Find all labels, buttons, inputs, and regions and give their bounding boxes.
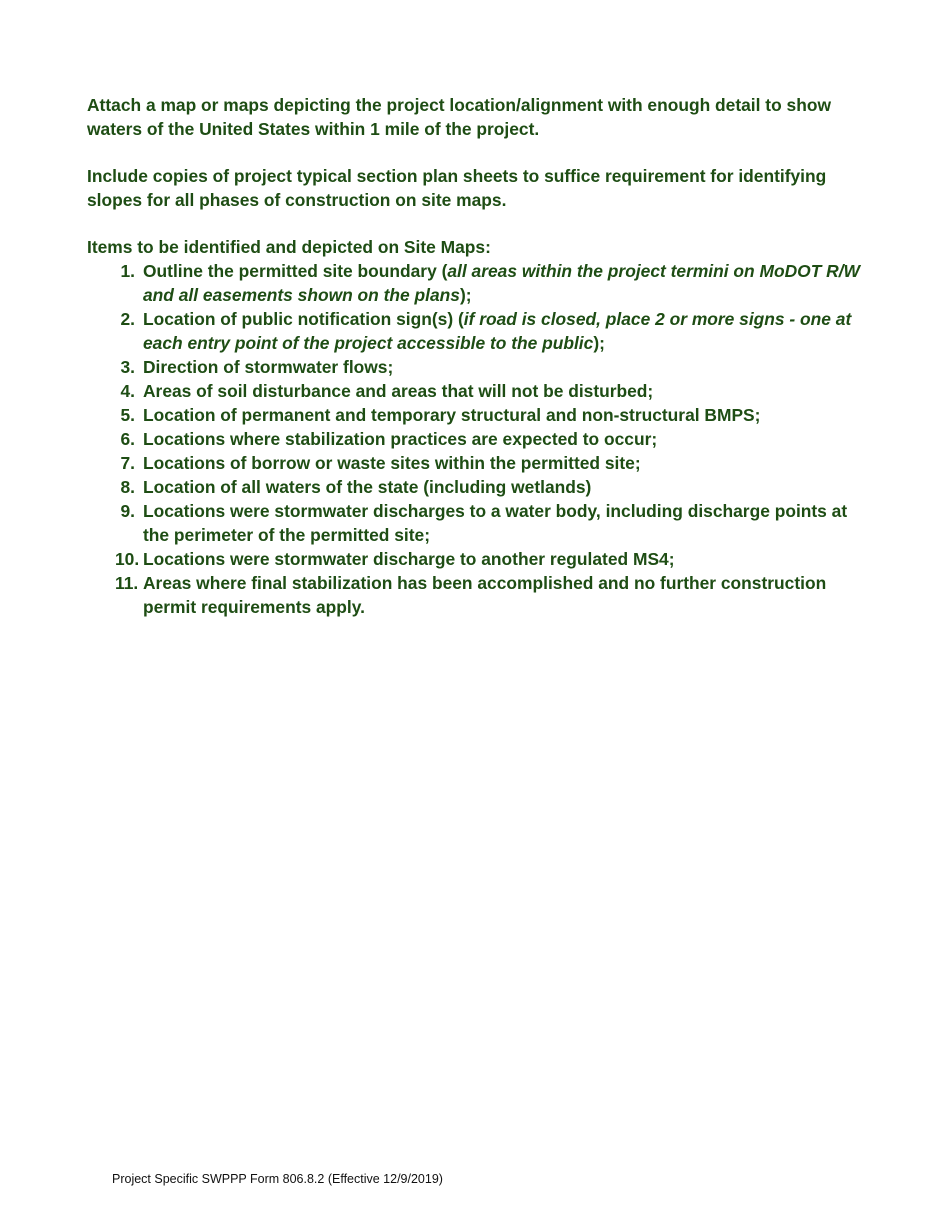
item-text: Outline the permitted site boundary ( [143,261,448,281]
item-number: 10. [115,549,140,569]
site-map-items-list [87,259,867,619]
item-text: Locations of borrow or waste sites within the permitted site; [143,453,641,473]
item-number: 11. [115,573,139,593]
list-item [87,475,867,499]
item-text: Locations where stabilization practices are expected to occur; [143,429,658,449]
item-number: 4. [120,381,135,401]
map-instructions-paragraph: Attach a map or maps depicting the project location/alignment with enough detail to show waters of the United States within 1 mile of the project. [87,95,831,139]
item-text: Location of permanent and temporary structural and non-structural BMPS; [143,405,761,425]
item-number: 6. [120,429,135,449]
item-number: 5. [120,405,135,425]
item-text: Locations were stormwater discharges to a water body, including discharge points at the perimeter of the permitted site; [143,501,848,545]
item-number: 7. [120,453,135,473]
list-item [87,451,867,475]
list-item [87,259,867,307]
list-item [87,499,867,547]
item-text: Location of all waters of the state (including wetlands) [143,477,592,497]
typical-section-paragraph: Include copies of project typical section plan sheets to suffice requirement for identifying slopes for all phases of construction on site maps. [87,166,827,210]
item-text-end: ); [593,333,605,353]
list-item [87,571,867,619]
item-italic-text: all areas within the project termini on MoDOT R/W and all easements shown on the plans [143,261,860,305]
list-item [87,427,867,451]
item-text: Areas of soil disturbance and areas that will not be disturbed; [143,381,654,401]
list-item [87,307,867,355]
list-item [87,547,867,571]
form-footer: Project Specific SWPPP Form 806.8.2 (Effective 12/9/2019) [112,1172,443,1186]
item-text: Location of public notification sign(s) ( [143,309,464,329]
item-number: 1. [120,261,135,281]
item-number: 3. [120,357,135,377]
list-item [87,355,867,379]
item-text: Areas where final stabilization has been accomplished and no further construction permit requirements apply. [143,573,827,617]
item-text: Direction of stormwater flows; [143,357,394,377]
list-item [87,403,867,427]
item-text: Locations were stormwater discharge to another regulated MS4; [143,549,675,569]
list-heading: Items to be identified and depicted on Site Maps: [87,237,491,257]
item-number: 2. [120,309,135,329]
item-text-end: ); [459,285,472,305]
item-italic-text: if road is closed, place 2 or more signs - one at each entry point of the project accessible to the public [143,309,852,353]
document-body [87,93,867,619]
list-item [87,379,867,403]
item-number: 9. [120,501,135,521]
item-number: 8. [120,477,135,497]
